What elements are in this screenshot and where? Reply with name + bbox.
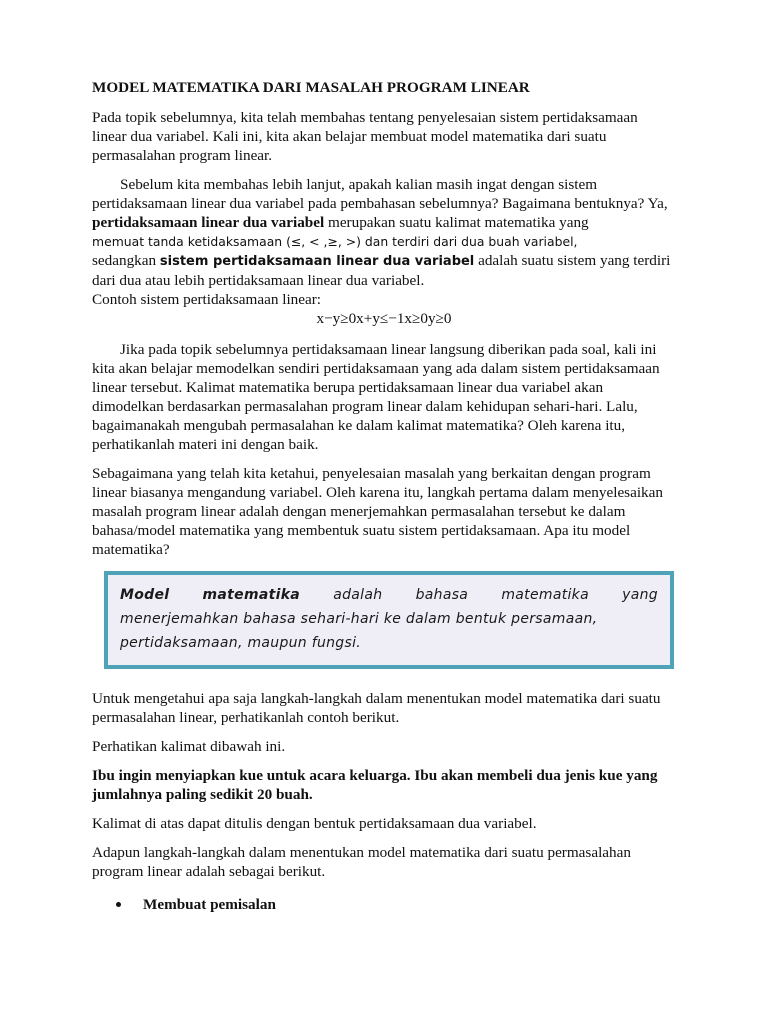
steps-paragraph: Adapun langkah-langkah dalam menentukan model matematika dari suatu permasalahan program linear adalah sebagai berikut.: [92, 844, 631, 880]
definition-box: [104, 571, 674, 669]
definition-word-matematika: matematika: [501, 587, 589, 603]
definition-line-2: menerjemahkan bahasa sehari-hari ke dalam bentuk persamaan,: [120, 611, 598, 627]
review-text-5: adalah suatu sistem yang terdiri dari dua atau lebih pertidaksamaan linear dua variabel.: [92, 252, 671, 289]
list-item-label: Membuat pemisalan: [143, 896, 276, 913]
definition-line-1: [120, 583, 658, 607]
example-problem: Ibu ingin menyiapkan kue untuk acara keluarga. Ibu akan membeli dua jenis kue yang jumlahnya paling sedikit 20 buah.: [92, 767, 658, 803]
document-body: [92, 78, 676, 914]
definition-word-yang: yang: [622, 587, 658, 603]
term-sistem: sistem pertidaksamaan linear dua variabel: [159, 254, 475, 269]
definition-term-model: Model: [120, 587, 170, 603]
example-formula: x−y≥0x+y≤−1x≥0y≥0: [316, 310, 452, 327]
definition-line-3: pertidaksamaan, maupun fungsi.: [120, 635, 362, 651]
review-paragraph: [92, 175, 676, 290]
intro-paragraph: Pada topik sebelumnya, kita telah membahas tentang penyelesaian sistem pertidaksamaan linear dua variabel. Kali ini, kita akan belajar membuat model matematika dari suatu permasalahan program linear.: [92, 109, 638, 164]
review-text-4: sedangkan: [92, 252, 160, 269]
rewrite-paragraph: Kalimat di atas dapat ditulis dengan bentuk pertidaksamaan dua variabel.: [92, 815, 537, 832]
look-paragraph: Perhatikan kalimat dibawah ini.: [92, 738, 286, 755]
modeling-paragraph: Jika pada topik sebelumnya pertidaksamaan linear langsung diberikan pada soal, kali ini kita akan belajar memodelkan sendiri pertidaksamaan yang ada dalam sistem pertidaksamaan linear tersebut. Kalimat matematika berupa pertidaksamaan linear dua variabel akan dimodelkan berdasarkan permasalahan program linear dalam kehidupan sehari-hari. Lalu, bagaimanakah mengubah permasalahan ke dalam kalimat matematika? Oleh karena itu, perhatikanlah materi ini dengan baik.: [92, 341, 660, 453]
example-label: Contoh sistem pertidaksamaan linear:: [92, 291, 322, 308]
page-title: MODEL MATEMATIKA DARI MASALAH PROGRAM LINEAR: [92, 79, 530, 96]
review-text-3: memuat tanda ketidaksamaan (≤, < ,≥, >) dan terdiri dari dua buah variabel,: [92, 234, 578, 249]
steps-intro-paragraph: Untuk mengetahui apa saja langkah-langkah dalam menentukan model matematika dari suatu permasalahan linear, perhatikanlah contoh berikut.: [92, 690, 661, 726]
definition-term-matematika: matematika: [202, 587, 301, 603]
program-linear-paragraph: Sebagaimana yang telah kita ketahui, penyelesaian masalah yang berkaitan dengan program linear biasanya mengandung variabel. Oleh karena itu, langkah pertama dalam menyelesaikan masalah program linear adalah dengan menerjemahkan permasalahan tersebut ke dalam bahasa/model matematika yang membentuk suatu sistem pertidaksamaan. Apa itu model matematika?: [92, 465, 663, 558]
term-pertidaksamaan: pertidaksamaan linear dua variabel: [92, 214, 325, 231]
bullet-dot-icon: [116, 902, 121, 907]
definition-word-adalah: adalah: [333, 587, 383, 603]
review-text-1: Sebelum kita membahas lebih lanjut, apakah kalian masih ingat dengan sistem pertidaksamaan linear dua variabel pada pembahasan sebelumnya? Bagaimana bentuknya? Ya,: [92, 176, 668, 212]
review-text-2: merupakan suatu kalimat matematika yang: [324, 214, 589, 231]
definition-word-bahasa: bahasa: [415, 587, 469, 603]
list-item: [92, 895, 676, 914]
